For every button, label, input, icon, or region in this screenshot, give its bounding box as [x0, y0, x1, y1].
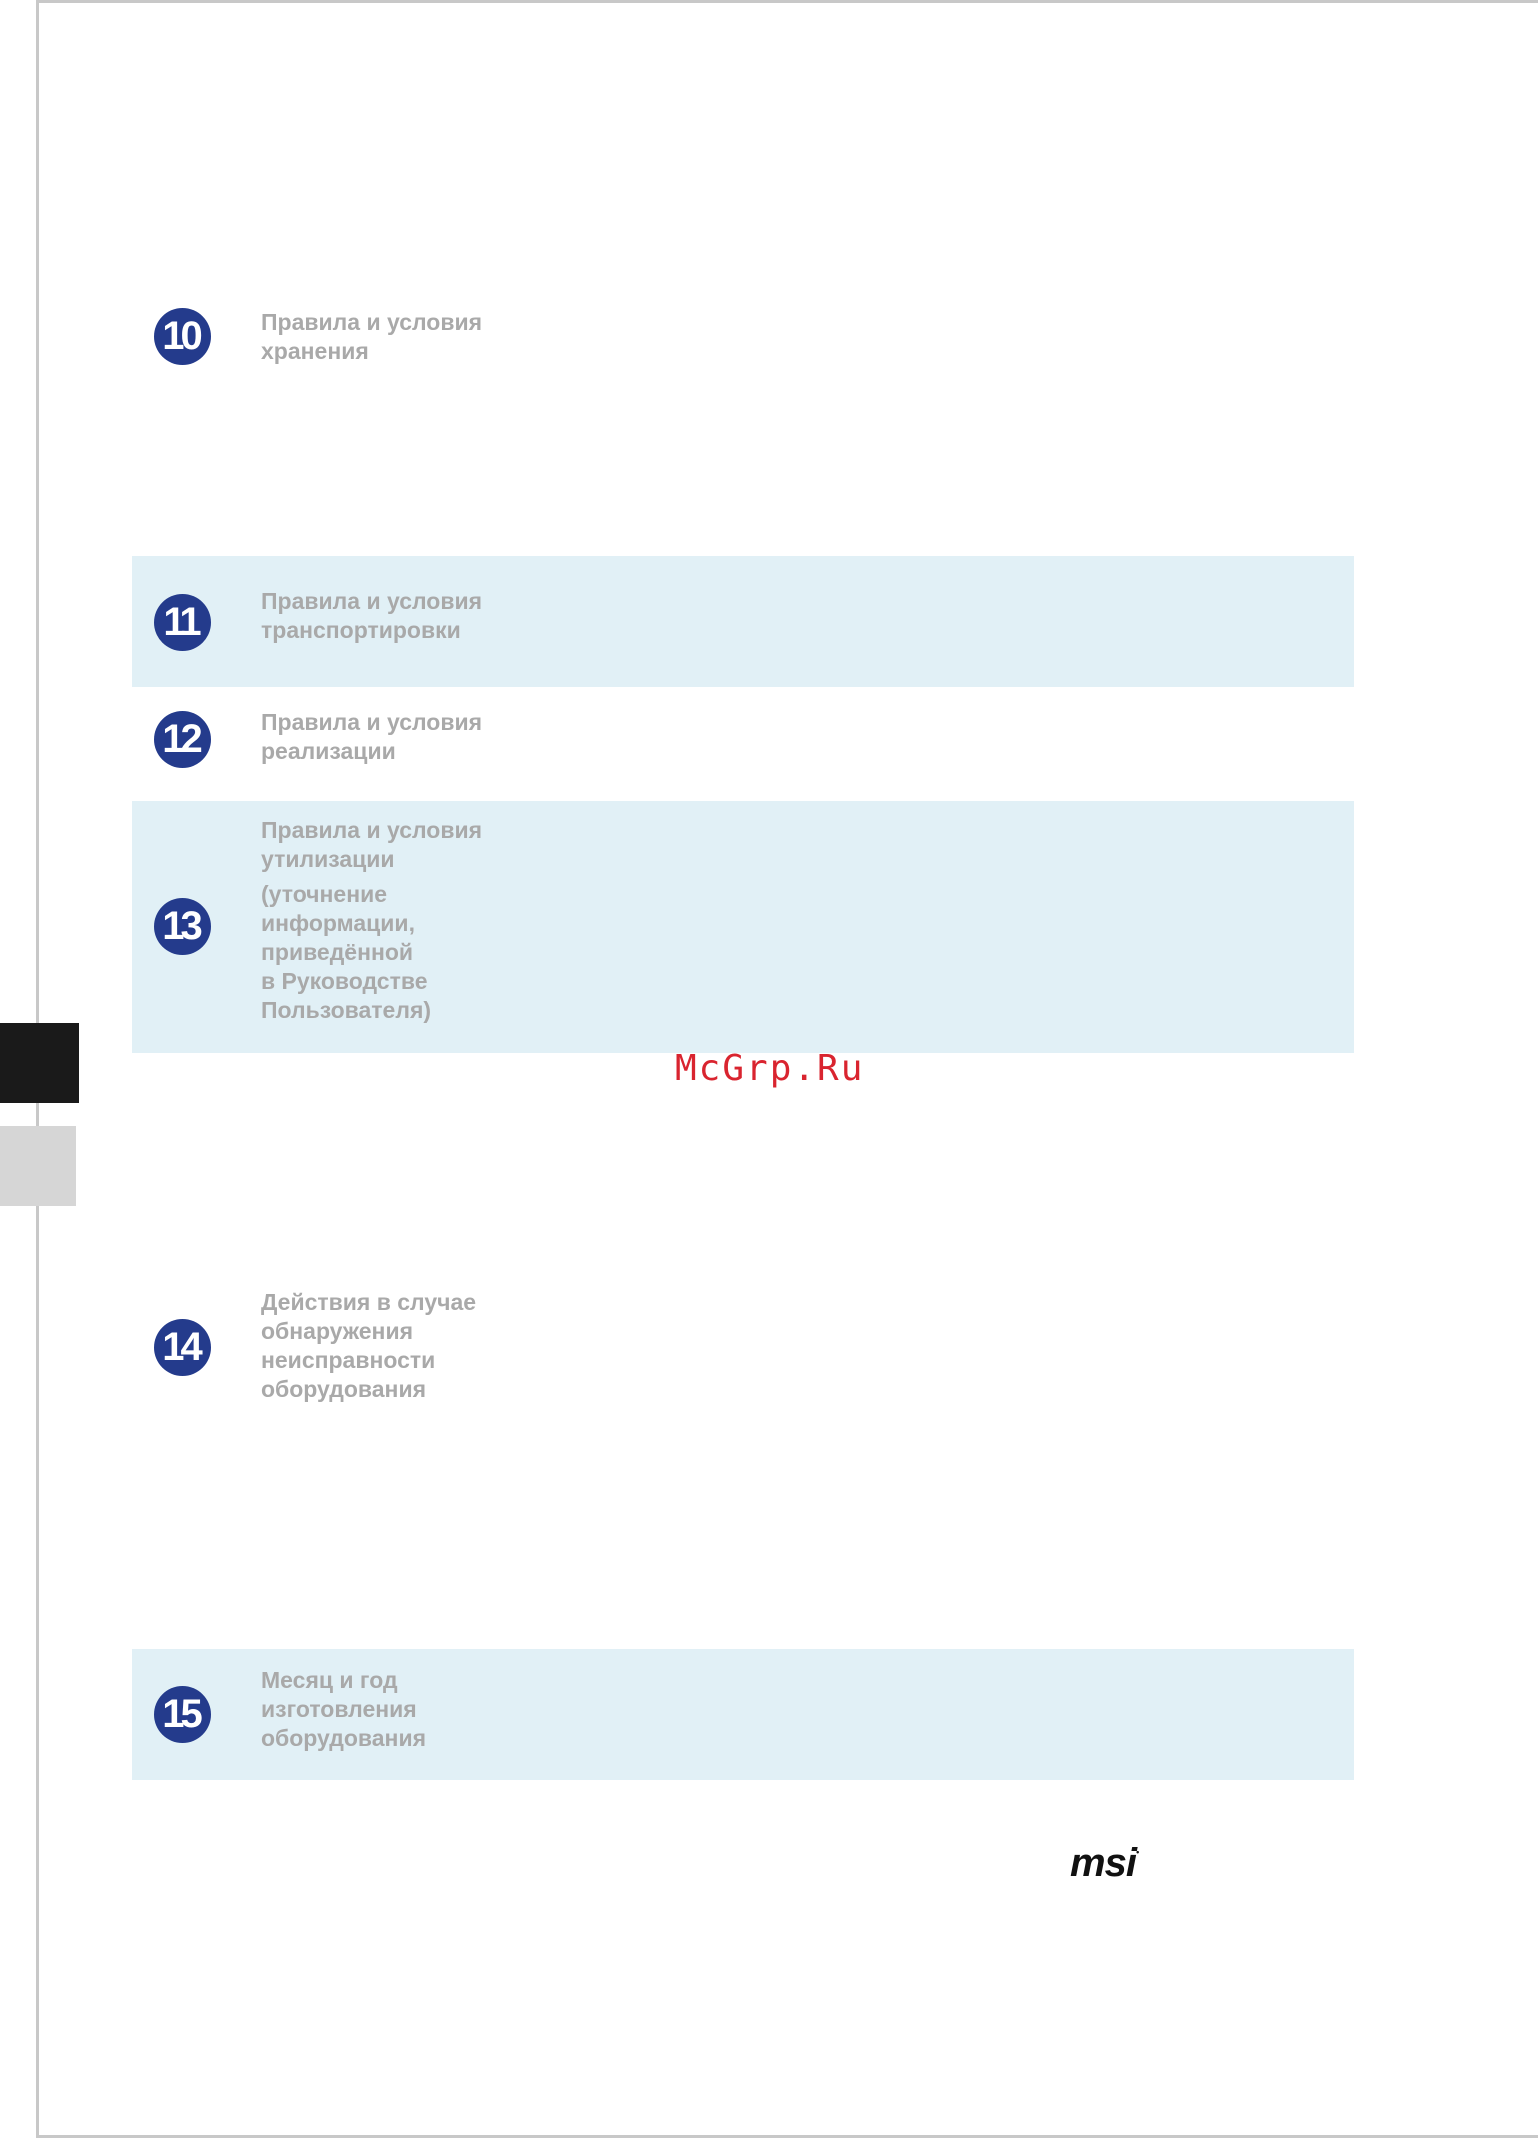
section-label: Правила и условия утилизации [261, 817, 483, 872]
section-14 [132, 1280, 1354, 1430]
section-label: Правила и условия хранения [261, 309, 483, 364]
section-number-badge: 10 [154, 308, 211, 365]
section-label: Правила и условия реализации [261, 709, 483, 764]
section-number-badge: 11 [154, 594, 211, 651]
section-10 [132, 300, 1354, 380]
section-number-badge: 14 [154, 1319, 211, 1376]
side-tab-dark [0, 1023, 79, 1103]
side-tab-light [0, 1126, 76, 1206]
section-label: Правила и условия транспортировки [261, 588, 483, 643]
section-number-badge: 15 [154, 1686, 211, 1743]
section-12 [132, 687, 1354, 801]
section-11 [132, 556, 1354, 687]
section-label: Действия в случае обнаружения неисправности оборудования [261, 1289, 477, 1402]
section-note: (уточнение информации, приведённой в Руководстве Пользователя) [261, 881, 432, 1023]
watermark-text: McGrp.Ru [675, 1048, 865, 1089]
section-number-badge: 13 [154, 898, 211, 955]
msi-logo: msi• [1070, 1841, 1139, 1885]
section-15 [132, 1649, 1354, 1780]
section-13 [132, 801, 1354, 1053]
section-label: Месяц и год изготовления оборудования [261, 1667, 426, 1751]
section-number-badge: 12 [154, 711, 211, 768]
